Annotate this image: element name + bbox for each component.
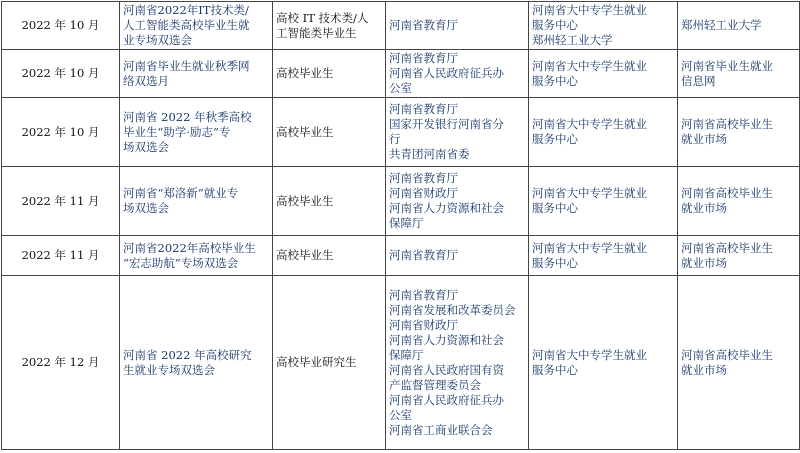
venue-cell — [678, 50, 800, 98]
host-cell — [386, 2, 529, 50]
event-name-cell — [120, 167, 273, 236]
cell-line: 河南省大中专学生就业 — [532, 347, 647, 362]
date-cell: 2022 年 11 月 — [2, 167, 120, 236]
cell-line: 高校毕业生 — [276, 193, 334, 208]
target-cell — [273, 167, 386, 236]
cell-line: 公室 — [389, 407, 412, 422]
cell-line: 保障厅 — [389, 347, 424, 362]
cell-line: 服务中心 — [532, 201, 578, 215]
cell-line: 就业市场 — [681, 362, 727, 377]
cell-line: 场双选会 — [123, 139, 169, 154]
organizer-cell — [529, 50, 678, 98]
table-row — [2, 167, 800, 236]
event-name-cell — [120, 276, 273, 450]
cell-line: 就业市场 — [681, 132, 727, 146]
cell-line: 河南省人力资源和社会 — [389, 201, 504, 215]
cell-line: 就业市场 — [681, 255, 727, 270]
cell-line: 河南省人力资源和社会 — [389, 332, 504, 347]
cell-line: 生就业专场双选会 — [123, 362, 215, 377]
cell-line: 河南省高校毕业生 — [681, 117, 773, 131]
cell-line: 行 — [389, 132, 401, 146]
cell-line: 场双选会 — [123, 201, 169, 215]
target-cell — [273, 2, 386, 50]
cell-line: 毕业生“助学·励志”专 — [123, 124, 231, 139]
cell-line: 郑州轻工业大学 — [532, 33, 613, 47]
cell-line: 河南省 2022 年秋季高校 — [123, 109, 252, 124]
cell-line: 河南省工商业联合会 — [389, 422, 493, 437]
cell-line: 人工智能类高校毕业生就 — [123, 18, 250, 32]
cell-line: 就业市场 — [681, 201, 727, 215]
cell-line: “宏志助航”专场双选会 — [123, 255, 239, 270]
table-row — [2, 98, 800, 167]
table-row — [2, 236, 800, 276]
cell-line: 河南省2022年IT技术类/ — [123, 3, 249, 17]
cell-line: 河南省高校毕业生 — [681, 186, 773, 200]
cell-line: 河南省财政厅 — [389, 317, 458, 332]
cell-line: 河南省2022年高校毕业生 — [123, 240, 256, 255]
cell-line: 服务中心 — [532, 132, 578, 146]
venue-cell — [678, 2, 800, 50]
cell-line: 络双选月 — [123, 73, 169, 88]
cell-line: 服务中心 — [532, 255, 578, 270]
cell-line: 共青团河南省委 — [389, 147, 470, 161]
cell-line: 河南省大中专学生就业 — [532, 3, 647, 17]
host-cell — [386, 50, 529, 98]
venue-cell — [678, 276, 800, 450]
cell-line: 河南省人民政府征兵办 — [389, 392, 504, 407]
cell-line: 业专场双选会 — [123, 33, 192, 47]
organizer-cell — [529, 98, 678, 167]
target-cell — [273, 276, 386, 450]
event-name-cell — [120, 98, 273, 167]
cell-line: 信息网 — [681, 73, 716, 88]
date-cell: 2022 年 10 月 — [2, 50, 120, 98]
cell-line: 保障厅 — [389, 216, 424, 230]
cell-line: 河南省 2022 年高校研究 — [123, 347, 252, 362]
target-cell — [273, 50, 386, 98]
cell-line: 服务中心 — [532, 18, 578, 32]
organizer-cell — [529, 167, 678, 236]
cell-line: 服务中心 — [532, 73, 578, 88]
date-cell: 2022 年 12 月 — [2, 276, 120, 450]
cell-line: 高校毕业生 — [276, 66, 334, 80]
cell-line: 河南省大中专学生就业 — [532, 186, 647, 200]
date-cell: 2022 年 10 月 — [2, 2, 120, 50]
events-table — [1, 1, 800, 450]
table-body — [2, 2, 800, 450]
cell-line: 河南省毕业生就业秋季网 — [123, 58, 250, 73]
date-cell: 2022 年 11 月 — [2, 236, 120, 276]
cell-line: 高校毕业研究生 — [276, 355, 357, 369]
host-cell — [386, 276, 529, 450]
cell-line: 河南省财政厅 — [389, 186, 458, 200]
cell-line: 郑州轻工业大学 — [681, 18, 762, 32]
date-cell: 2022 年 10 月 — [2, 98, 120, 167]
cell-line: 河南省教育厅 — [389, 171, 458, 185]
cell-line: 河南省“郑洛新”就业专 — [123, 186, 239, 200]
cell-line: 河南省教育厅 — [389, 287, 458, 302]
cell-line: 河南省高校毕业生 — [681, 240, 773, 255]
cell-line: 产监督管理委员会 — [389, 377, 481, 392]
cell-line: 河南省大中专学生就业 — [532, 58, 647, 73]
organizer-cell — [529, 236, 678, 276]
cell-line: 国家开发银行河南省分 — [389, 117, 504, 131]
cell-line: 河南省教育厅 — [389, 18, 458, 32]
cell-line: 河南省毕业生就业 — [681, 58, 773, 73]
cell-line: 河南省教育厅 — [389, 102, 458, 116]
host-cell — [386, 236, 529, 276]
cell-line: 河南省发展和改革委员会 — [389, 302, 516, 317]
cell-line: 公室 — [389, 81, 412, 95]
organizer-cell — [529, 2, 678, 50]
cell-line: 高校毕业生 — [276, 124, 334, 139]
cell-line: 河南省人民政府征兵办 — [389, 66, 504, 80]
target-cell — [273, 98, 386, 167]
cell-line: 工智能类毕业生 — [276, 25, 357, 40]
organizer-cell — [529, 276, 678, 450]
cell-line: 河南省大中专学生就业 — [532, 240, 647, 255]
cell-line: 高校 IT 技术类/人 — [276, 10, 369, 25]
event-name-cell — [120, 2, 273, 50]
venue-cell — [678, 236, 800, 276]
venue-cell — [678, 167, 800, 236]
cell-line: 河南省教育厅 — [389, 51, 458, 65]
table-row — [2, 276, 800, 450]
host-cell — [386, 167, 529, 236]
venue-cell — [678, 98, 800, 167]
host-cell — [386, 98, 529, 167]
cell-line: 河南省教育厅 — [389, 248, 458, 262]
cell-line: 服务中心 — [532, 362, 578, 377]
event-name-cell — [120, 236, 273, 276]
target-cell — [273, 236, 386, 276]
event-name-cell — [120, 50, 273, 98]
cell-line: 河南省人民政府国有资 — [389, 362, 504, 377]
cell-line: 河南省高校毕业生 — [681, 347, 773, 362]
table-row — [2, 50, 800, 98]
cell-line: 河南省大中专学生就业 — [532, 117, 647, 131]
cell-line: 高校毕业生 — [276, 248, 334, 262]
table-row — [2, 2, 800, 50]
